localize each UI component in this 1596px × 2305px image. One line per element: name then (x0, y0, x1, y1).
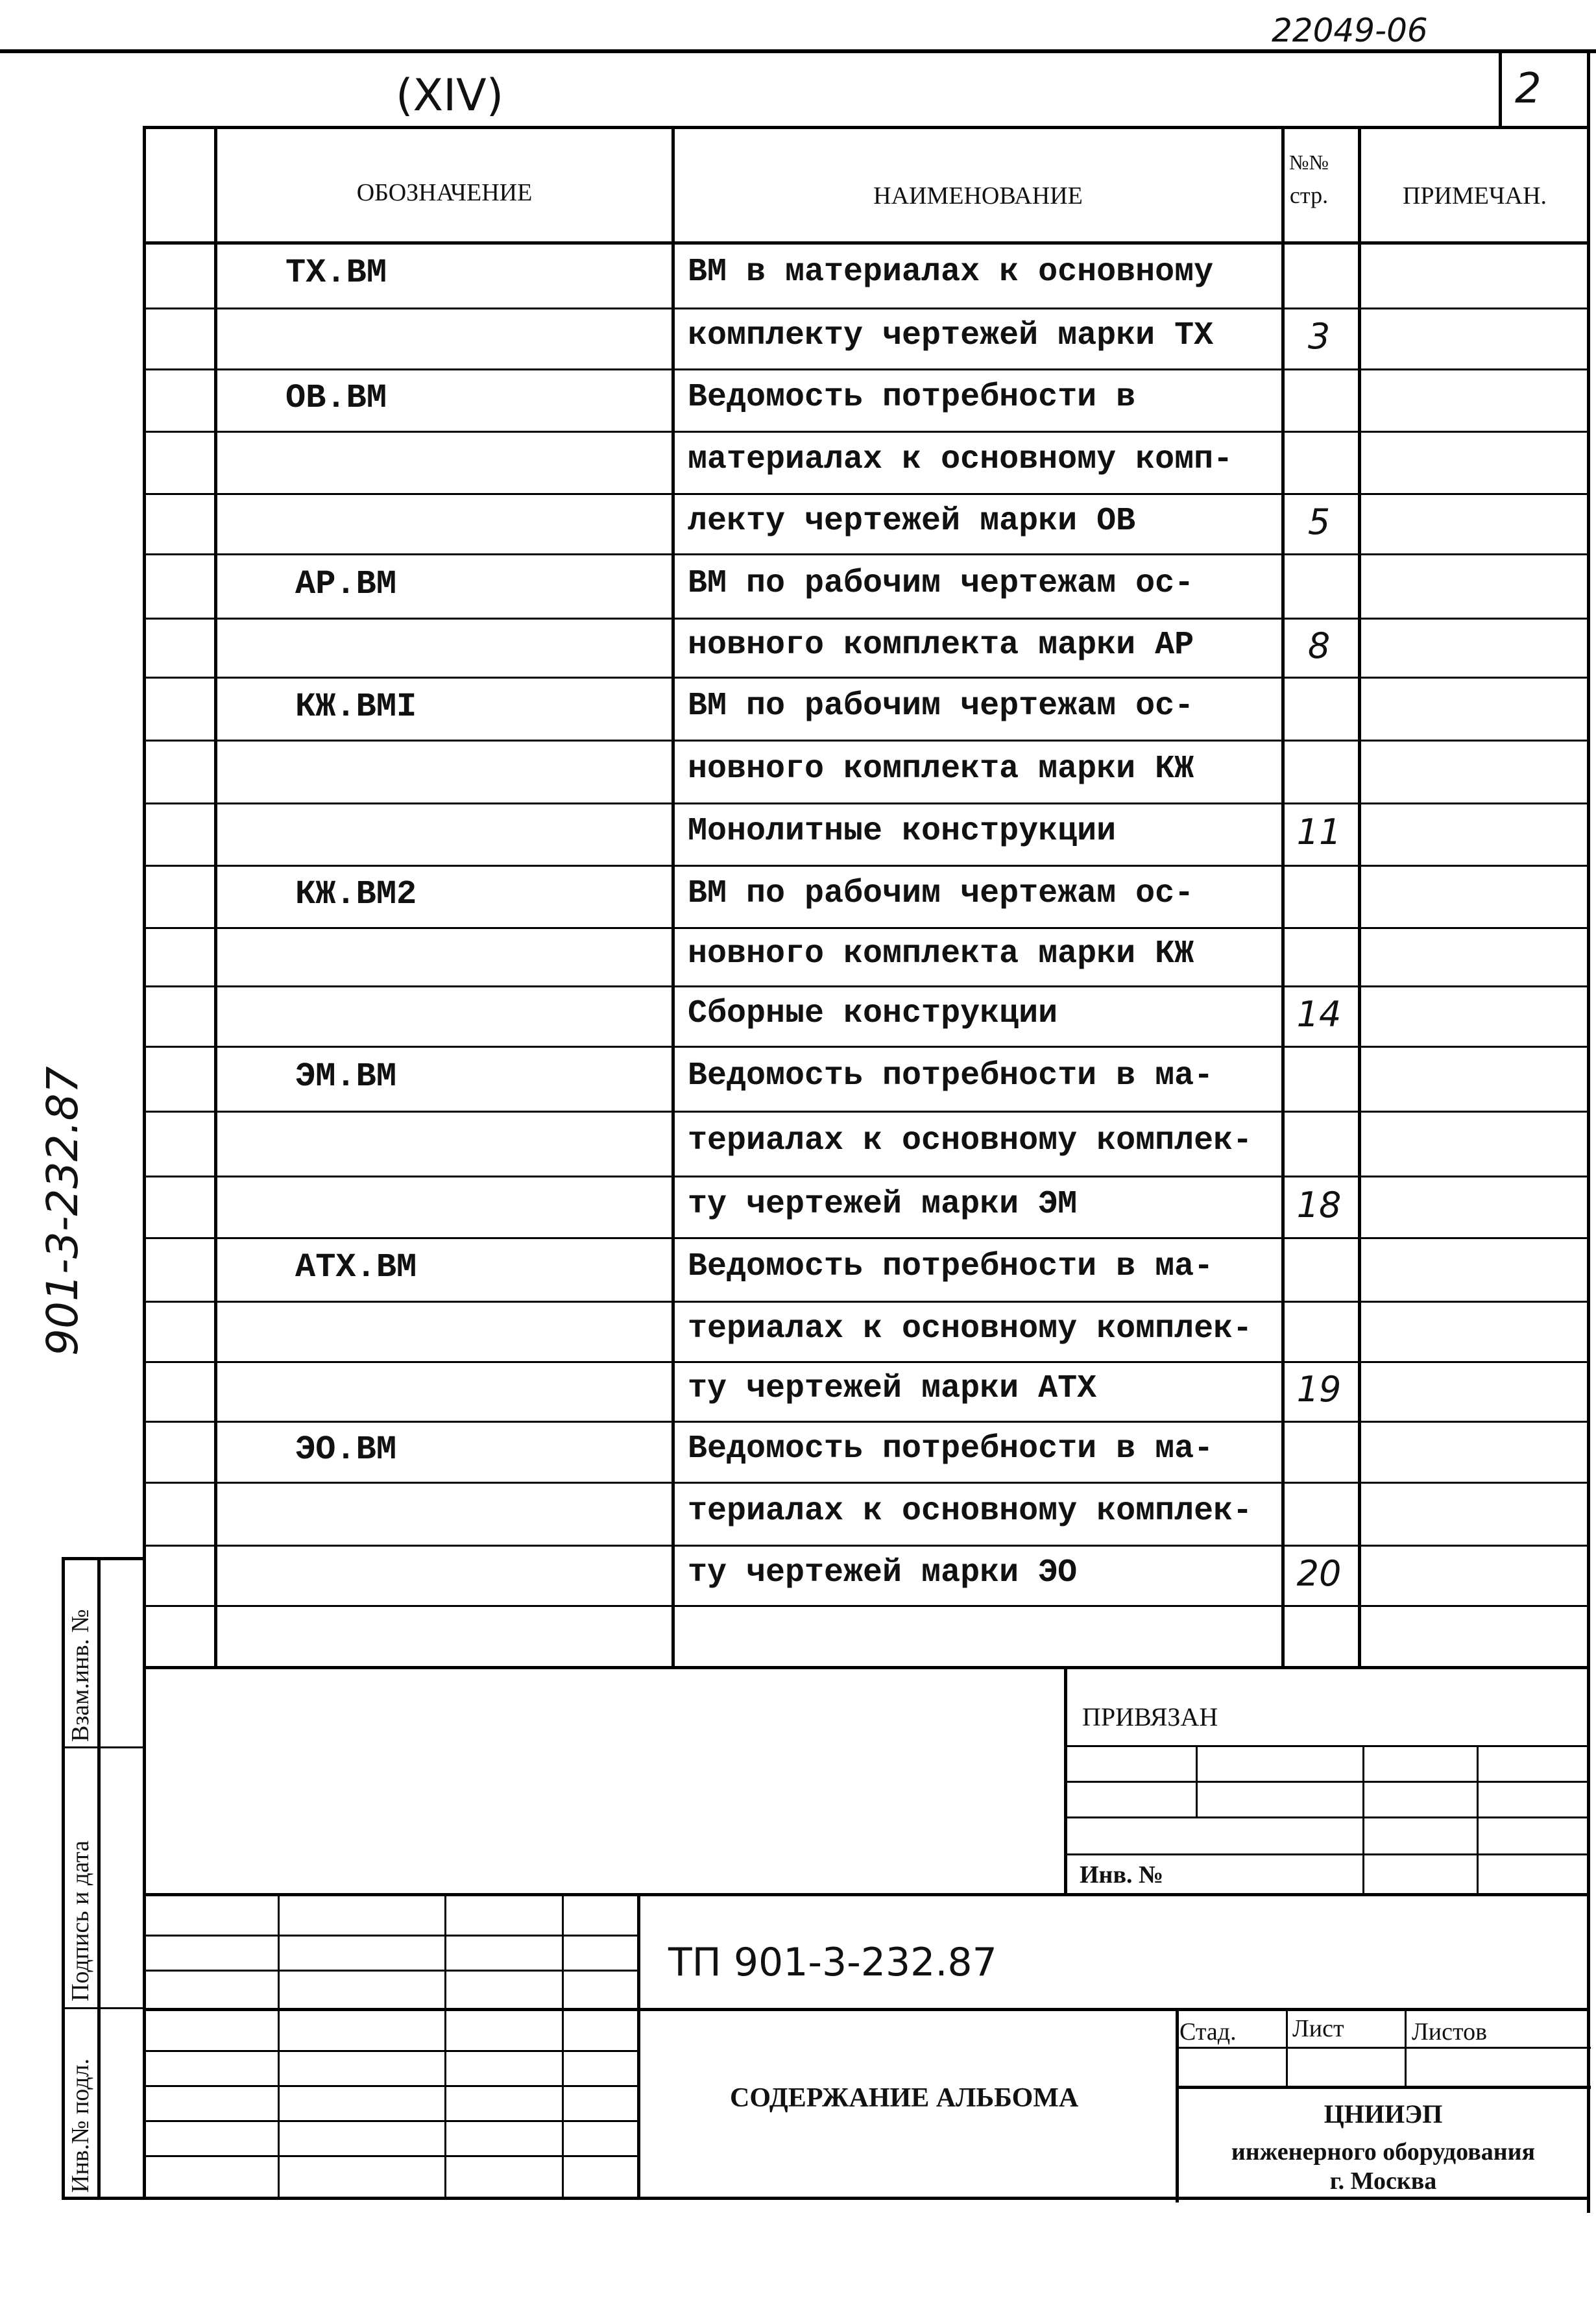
organization-subtitle: инженерного оборудования (1231, 2138, 1536, 2166)
row-divider (143, 553, 1587, 555)
row-designation: КЖ.ВМ2 (295, 875, 417, 913)
sheets-total-label: Листов (1412, 2018, 1488, 2046)
row-divider (143, 618, 1587, 620)
row-name: ВМ по рабочим чертежам ос- (688, 687, 1194, 725)
column-divider (1358, 126, 1361, 1666)
archive-code: 22049-06 (1272, 12, 1428, 49)
row-name: новного комплекта марки КЖ (688, 750, 1194, 788)
row-name: ВМ в материалах к основному (688, 254, 1214, 291)
row-divider (143, 1046, 1587, 1048)
document-title: СОДЕРЖАНИЕ АЛЬБОМА (730, 2083, 1079, 2113)
row-divider (143, 985, 1587, 987)
margin-project-code: 901-3-232.87 (38, 1066, 88, 1356)
row-divider (143, 493, 1587, 495)
row-name: ВМ по рабочим чертежам ос- (688, 564, 1194, 602)
binding-label: ПРИВЯЗАН (1082, 1702, 1218, 1732)
row-divider (143, 1421, 1587, 1423)
column-header-name: НАИМЕНОВАНИЕ (873, 182, 1083, 210)
row-divider (143, 927, 1587, 929)
row-divider (143, 865, 1587, 867)
row-divider (143, 803, 1587, 804)
row-divider (143, 1176, 1587, 1177)
row-name: ту чертежей марки ЭО (688, 1554, 1078, 1591)
row-page-number: 14 (1296, 993, 1342, 1035)
row-name: материалах к основному комп- (688, 441, 1233, 478)
binding-inv-no-label: Инв. № (1080, 1861, 1164, 1889)
side-label-vzam-inv: Взам.инв. № (67, 1609, 94, 1742)
row-name: Монолитные конструкции (688, 813, 1117, 850)
row-name: ту чертежей марки ЭМ (688, 1185, 1078, 1223)
column-header-page-line1: №№ (1288, 151, 1329, 174)
sheet-label: Лист (1292, 2015, 1344, 2042)
section-number: (XIV) (396, 70, 504, 121)
row-name: ВМ по рабочим чертежам ос- (688, 875, 1194, 912)
row-page-number: 5 (1307, 501, 1331, 542)
header-divider (143, 241, 1587, 245)
row-designation: ТХ.ВМ (285, 254, 387, 292)
row-divider (143, 740, 1587, 742)
column-header-notes: ПРИМЕЧАН. (1402, 182, 1547, 210)
row-page-number: 19 (1296, 1369, 1342, 1410)
column-header-designation: ОБОЗНАЧЕНИЕ (356, 179, 533, 206)
row-name: Ведомость потребности в ма- (688, 1430, 1214, 1467)
row-name: Ведомость потребности в ма- (688, 1248, 1214, 1285)
side-label-inv-podl: Инв.№ подл. (67, 2058, 94, 2193)
row-divider (143, 1545, 1587, 1547)
stage-label: Стад. (1179, 2018, 1237, 2046)
row-page-number: 18 (1296, 1184, 1342, 1225)
row-divider (143, 1237, 1587, 1239)
row-divider (143, 1111, 1587, 1113)
project-code: ТП 901-3-232.87 (668, 1940, 997, 1985)
row-divider (143, 431, 1587, 433)
row-name: новного комплекта марки КЖ (688, 935, 1194, 972)
organization-name: ЦНИИЭП (1324, 2099, 1443, 2129)
row-name: ту чертежей марки АТХ (688, 1370, 1097, 1407)
row-name: териалах к основному комплек- (688, 1310, 1253, 1347)
row-name: Ведомость потребности в ма- (688, 1057, 1214, 1094)
row-name: териалах к основному комплек- (688, 1492, 1253, 1530)
row-designation: АР.ВМ (295, 564, 397, 603)
row-page-number: 11 (1296, 812, 1342, 852)
row-name: новного комплекта марки АР (688, 626, 1194, 664)
row-divider (143, 308, 1587, 309)
row-divider (143, 677, 1587, 679)
row-name: комплекту чертежей марки ТХ (688, 317, 1214, 354)
row-designation: АТХ.ВМ (295, 1248, 417, 1286)
row-name: лекту чертежей марки ОВ (688, 502, 1136, 540)
row-name: териалах к основному комплек- (688, 1122, 1253, 1159)
column-header-page-line2: стр. (1289, 182, 1329, 208)
row-page-number: 3 (1307, 316, 1331, 357)
row-page-number: 8 (1307, 625, 1331, 666)
row-divider (143, 1301, 1587, 1303)
row-name: Сборные конструкции (688, 995, 1058, 1032)
side-label-podpis-data: Подпись и дата (67, 1840, 94, 2001)
row-designation: КЖ.ВМI (295, 687, 417, 726)
row-divider (143, 1361, 1587, 1363)
column-divider (1281, 126, 1285, 1666)
row-page-number: 20 (1296, 1552, 1342, 1594)
row-divider (143, 1482, 1587, 1484)
row-name: Ведомость потребности в (688, 379, 1136, 416)
sheet-number: 2 (1515, 65, 1542, 113)
row-designation: ЭО.ВМ (295, 1430, 397, 1469)
organization-city: г. Москва (1329, 2167, 1437, 2195)
row-divider (143, 1605, 1587, 1607)
column-divider (214, 126, 217, 1666)
row-designation: ЭМ.ВМ (295, 1057, 397, 1096)
column-divider (671, 126, 675, 1666)
row-designation: ОВ.ВМ (285, 379, 387, 417)
row-divider (143, 368, 1587, 370)
